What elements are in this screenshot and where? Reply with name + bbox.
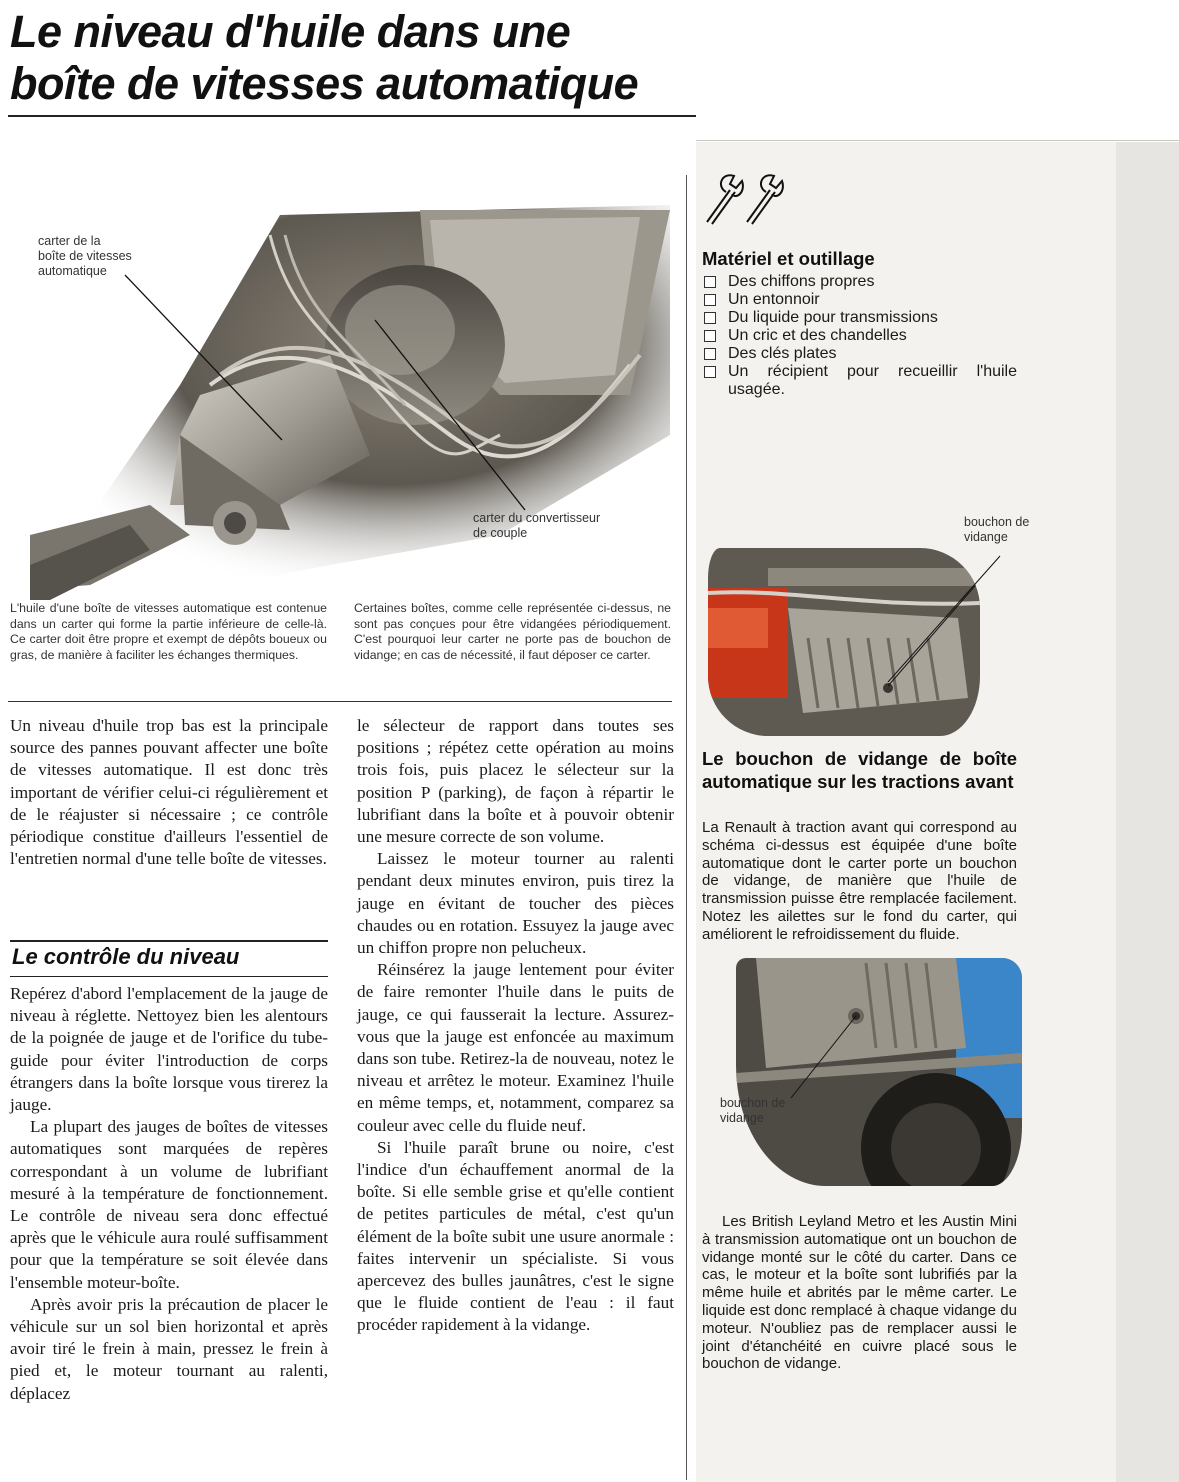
title-rule bbox=[8, 115, 696, 117]
tool-item[interactable]: Un cric et des chandelles bbox=[702, 327, 1017, 345]
col2-paragraph-3: Réinsérez la jauge lentement pour éviter de faire remonter l'huile dans le puits de jauge, ce qui fausserait la lecture. Assurez-vous que la jauge est enfoncée au maximum dans son tube. Retirez-la de nouveau, notez le niveau et arrêtez le moteur. Examinez l'huile en même temps, et, notamment, comparez sa couleur avec celle du fluide neuf. bbox=[357, 960, 674, 1135]
mini-gearbox-photo bbox=[736, 958, 1022, 1186]
label-convertisseur: carter du convertisseur de couple bbox=[473, 511, 601, 540]
col2-paragraph-1: le sélecteur de rapport dans toutes ses positions ; répétez cette opération au moins trois fois, puis placez le sélecteur sur la position P (parking), de façon à répartir le lubrifiant dans la boîte et à pouvoir obtenir une mesure correcte de son volume. bbox=[357, 716, 674, 847]
col2-paragraph-4: Si l'huile paraît brune ou noire, c'est l'indice d'un échauffement anormal de la boîte. Si elle semble grise et qu'elle contient de petites particules de métal, c'est qu'un élément de la boîte subit une usure anormale : faites intervenir un spécialiste. Si vous apercevez des bulles jaunâtres, c'est le signe que le fluide contient de l'eau : il faut procéder rapidement à la vidange. bbox=[357, 1137, 674, 1335]
title-line-1: Le niveau d'huile dans une bbox=[10, 6, 571, 57]
sidebar-paragraph-2: Les British Leyland Metro et les Austin Mini à transmission automatique ont un bouchon de vidange monté sur le côté du carter. Dans ce cas, le moteur et la boîte sont lubrifiés par la même huile et abrités par le même carter. Le liquide est donc remplacé à chaque vidange du moteur. N'oubliez pas de remplacer aussi le joint d'étanchéité en cuivre placé sous le bouchon de vidange. bbox=[702, 1213, 1017, 1373]
tool-item[interactable]: Du liquide pour transmissions bbox=[702, 309, 1017, 327]
checkbox-icon[interactable] bbox=[704, 366, 716, 378]
checkbox-icon[interactable] bbox=[704, 330, 716, 342]
col1-intro bbox=[10, 715, 328, 870]
tool-item[interactable]: Des clés plates bbox=[702, 345, 1017, 363]
col1-section bbox=[10, 983, 328, 1405]
tool-item[interactable]: Des chiffons propres bbox=[702, 273, 1017, 291]
checkbox-icon[interactable] bbox=[704, 312, 716, 324]
tools-list bbox=[702, 273, 1017, 399]
label-bouchon-1: bouchon de vidange bbox=[964, 515, 1030, 544]
sidebar-paragraph-1: La Renault à traction avant qui correspond au schéma ci-dessus est équipée d'une boîte automatique dont le carter porte un bouchon de vidange, de manière que l'huile de transmission puisse être remplacée facilement. Notez les ailettes sur le fond du carter, qui améliorent le refroidissement du fluide. bbox=[702, 819, 1017, 943]
page-edge-shadow bbox=[1116, 142, 1179, 1482]
wrench-icon bbox=[702, 172, 787, 232]
section-rule bbox=[8, 701, 672, 702]
checkbox-icon[interactable] bbox=[704, 348, 716, 360]
tools-heading: Matériel et outillage bbox=[702, 248, 875, 269]
section-heading-controle: Le contrôle du niveau bbox=[12, 944, 240, 969]
checkbox-icon[interactable] bbox=[704, 276, 716, 288]
caption-right: Certaines boîtes, comme celle représentée ci-dessus, ne sont pas conçues pour être vidangées périodiquement. C'est pourquoi leur carter ne porte pas de bouchon de vidange; en cas de nécessité, il faut déposer ce carter. bbox=[354, 601, 671, 662]
col1-paragraph-4: Après avoir pris la précaution de placer le véhicule sur un sol bien horizontal et après avoir tiré le frein à main, pressez le frein à pied et, le moteur tournant au ralenti, déplacez bbox=[10, 1294, 328, 1403]
col1-paragraph-1: Un niveau d'huile trop bas est la principale source des pannes pouvant affecter une boîte de vitesses automatique. Il est donc très important de vérifier celui-ci régulièrement et de le réajuster si nécessaire ; ce contrôle périodique constitue d'ailleurs l'essentiel de l'entretien normal d'une telle boîte de vitesses. bbox=[10, 716, 328, 869]
heading-rule-top bbox=[10, 940, 328, 942]
title-line-2: boîte de vitesses automatique bbox=[10, 58, 639, 109]
col2-paragraph-2: Laissez le moteur tourner au ralenti pendant deux minutes environ, puis tirez la jauge en évitant de toucher des pièces chaudes ou en rotation. Essuyez la jauge avec un chiffon propre non pelucheux. bbox=[357, 849, 674, 958]
sidebar-top-rule bbox=[696, 140, 1179, 141]
column-divider bbox=[686, 175, 687, 1480]
caption-left: L'huile d'une boîte de vitesses automatique est contenue dans un carter qui forme la partie inférieure de celle-là. Ce carter doit être propre et exempt de dépôts boueux ou gras, de manière à faciliter les échanges thermiques. bbox=[10, 601, 327, 662]
sidebar-heading: Le bouchon de vidange de boîte automatique sur les tractions avant bbox=[702, 748, 1017, 792]
checkbox-icon[interactable] bbox=[704, 294, 716, 306]
pointer-line bbox=[880, 548, 1005, 688]
page-title bbox=[10, 6, 700, 110]
col1-paragraph-3: La plupart des jauges de boîtes de vitesses automatiques sont marquées de repères correspondant à un volume de lubrifiant mesuré à la température de fonctionnement. Le contrôle de niveau sera donc effectué après que le véhicule aura roulé suffisamment pour que la température se soit élevée dans l'ensemble moteur-boîte. bbox=[10, 1117, 328, 1292]
col1-paragraph-2: Repérez d'abord l'emplacement de la jauge de niveau à réglette. Nettoyez bien les alentours de la poignée de jauge et de l'orifice du tube-guide pour éviter l'introduction de corps étrangers dans la boîte lorsque vous tirerez la jauge. bbox=[10, 984, 328, 1115]
tool-item[interactable]: Un entonnoir bbox=[702, 291, 1017, 309]
label-bouchon-2: bouchon de vidange bbox=[720, 1096, 786, 1125]
tool-item[interactable]: Un récipient pour recueillir l'huile usagée. bbox=[702, 363, 1017, 399]
col2-body bbox=[357, 715, 674, 1337]
label-carter-boite: carter de la boîte de vitesses automatique bbox=[38, 234, 132, 278]
heading-rule-bottom bbox=[10, 976, 328, 977]
